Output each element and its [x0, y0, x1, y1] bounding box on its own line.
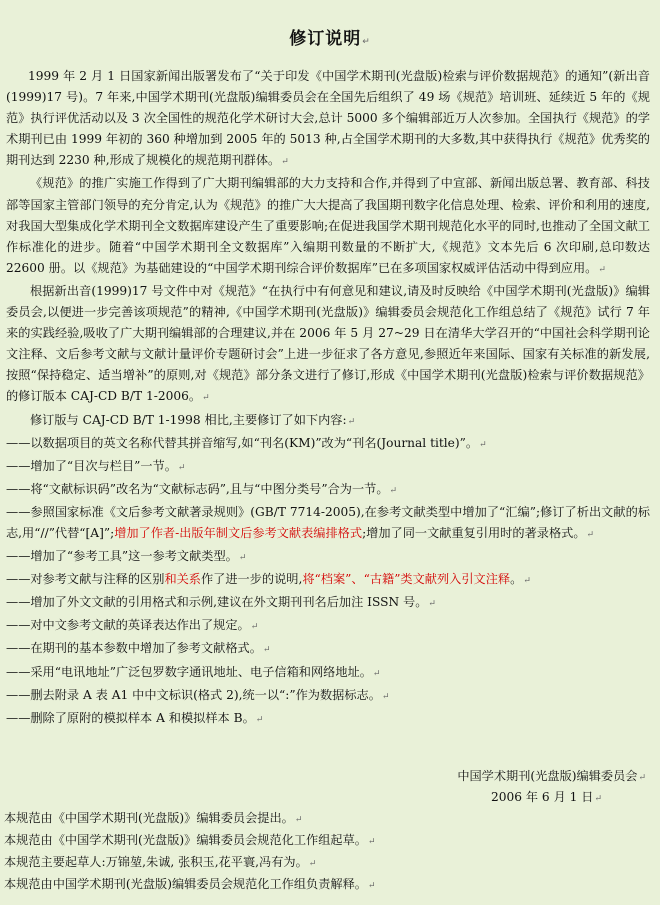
- revision-item: ——增加了“参考工具”这一参考文献类型。↵: [6, 549, 247, 564]
- paragraph-mark-icon: ↵: [594, 794, 602, 804]
- footer-line: 本规范由《中国学术期刊(光盘版)》编辑委员会规范化工作组起草。↵: [4, 833, 376, 847]
- signature-date: 2006 年 6 月 1 日↵: [490, 790, 602, 804]
- paragraph-mark-icon: ↵: [479, 439, 487, 450]
- revision-item: ——将“文献标识码”改名为“文献标志码”,且与“中图分类号”合为一节。↵: [6, 481, 398, 496]
- document-body: [6, 66, 650, 731]
- intro-line: 修订版与 CAJ-CD B/T 1-1998 相比,主要修订了如下内容:↵: [30, 412, 356, 427]
- revision-item: ——删除了原附的模拟样本 A 和模拟样本 B。↵: [6, 710, 264, 725]
- revision-item: ——在期刊的基本参数中增加了参考文献格式。↵: [6, 641, 271, 656]
- revision-item: ——增加了外文文献的引用格式和示例,建议在外文期刊刊名后加注 ISSN 号。↵: [6, 595, 436, 610]
- highlighted-text: 将“档案”、“古籍”类文献列入引文注释: [302, 572, 511, 587]
- paragraph-mark-icon: ↵: [362, 37, 371, 47]
- footer-line: 本规范由《中国学术期刊(光盘版)》编辑委员会提出。↵: [4, 811, 303, 825]
- footer-line: 本规范由中国学术期刊(光盘版)编辑委员会规范化工作组负责解释。↵: [4, 877, 376, 891]
- paragraph-mark-icon: ↵: [202, 393, 210, 404]
- paragraph-3: 根据新出音(1999)17 号文件中对《规范》“在执行中有何意见和建议,请及时反映给《中国学术期刊(光盘版)》编辑委员会,以便进一步完善该项规范”的精神,《中国学术期刊(光盘版)》编辑委员会规范化工作组总结了《规范》试行 7 年来的实践经验,吸收了广大期刊编辑部的合理建议,并在 2006 年 5 月 27~29 日在清华大学召开的“中国社会科学期刊论文注释、文后参考文献与文献计量评价专题研讨会”上进一步征求了各方意见,参照近年来国际、国家有关标准的新发展,按照“保持稳定、适当增补”的原则,对《规范》部分条文进行了修订,形成《中国学术期刊(光盘版)检索与评价数据规范》的修订版本 CAJ-CD B/T 1-2006。↵: [6, 283, 650, 404]
- paragraph-mark-icon: ↵: [250, 622, 259, 633]
- paragraph-mark-icon: ↵: [294, 815, 303, 825]
- revision-item: ——增加了“目次与栏目”一节。↵: [6, 458, 186, 473]
- paragraph-mark-icon: ↵: [598, 264, 606, 275]
- revision-item: ——删去附录 A 表 A1 中中文标识(格式 2),统一以“:”作为数据标志。↵: [6, 687, 390, 702]
- paragraph-mark-icon: ↵: [308, 859, 317, 869]
- revision-item: ——对中文参考文献的英译表达作出了规定。↵: [6, 618, 259, 633]
- paragraph-mark-icon: ↵: [638, 773, 646, 783]
- paragraph-mark-icon: ↵: [586, 529, 595, 540]
- highlighted-text: 增加了作者-出版年制文后参考文献表编排格式: [114, 525, 363, 540]
- revision-item: ——采用“电讯地址”广泛包罗数字通讯地址、电子信箱和网络地址。↵: [6, 664, 381, 679]
- footer-line: 本规范主要起草人:万锦堃,朱诚, 张积玉,花平寰,冯有为。↵: [4, 855, 317, 869]
- paragraph-mark-icon: ↵: [281, 157, 289, 168]
- signature-org: 中国学术期刊(光盘版)编辑委员会↵: [457, 769, 646, 783]
- paragraph-mark-icon: ↵: [367, 837, 376, 847]
- document-title: 修订说明↵: [289, 29, 371, 49]
- paragraph-mark-icon: ↵: [347, 416, 356, 427]
- revision-item: ——以数据项目的英文名称代替其拼音缩写,如“刊名(KM)”改为“刊名(Journal title)”。↵: [6, 435, 487, 450]
- paragraph-mark-icon: ↵: [255, 714, 264, 725]
- paragraph-mark-icon: ↵: [177, 462, 186, 473]
- paragraph-mark-icon: ↵: [428, 599, 436, 610]
- paragraph-mark-icon: ↵: [389, 485, 398, 496]
- highlighted-text: 和关系: [164, 572, 201, 587]
- paragraph-mark-icon: ↵: [372, 668, 381, 679]
- paragraph-1: 1999 年 2 月 1 日国家新闻出版署发布了“关于印发《中国学术期刊(光盘版)检索与评价数据规范》的通知”(新出音(1999)17 号)。7 年来,中国学术期刊(光盘版)编辑委员会在全国先后组织了 49 场《规范》培训班、延续近 5 年的《规范》执行评优活动以及 3 次全国性的规范化学术研讨大会,总计 5000 多个编辑部近万人次参加。全国执行《规范》的学术期刊已由 1999 年初的 360 种增加到 2005 年的 5013 种,占全国学术期刊的大多数,其中获得执行《规范》优秀奖的期刊达到 2230 种,形成了规模化的规范期刊群体。↵: [6, 69, 650, 168]
- paragraph-mark-icon: ↵: [238, 553, 247, 564]
- paragraph-mark-icon: ↵: [367, 881, 376, 891]
- paragraph-mark-icon: ↵: [262, 645, 271, 656]
- revision-item: ——参照国家标准《文后参考文献著录规则》(GB/T 7714-2005),在参考文献类型中增加了“汇编”;修订了析出文献的标志,用“//”代替“[A]”;增加了作者-出版年制文后参考文献表编排格式;增加了同一文献重复引用时的著录格式。↵: [6, 504, 650, 540]
- paragraph-mark-icon: ↵: [381, 691, 390, 702]
- revision-item: ——对参考文献与注释的区别和关系作了进一步的说明,将“档案”、“古籍”类文献列入引文注释。↵: [6, 572, 531, 587]
- paragraph-2: 《规范》的推广实施工作得到了广大期刊编辑部的大力支持和合作,并得到了中宣部、新闻出版总署、教育部、科技部等国家主管部门领导的充分肯定,认为《规范》的推广大大提高了我国期刊数字化信息处理、检索、评价和利用的速度,对我国大型集成化学术期刊全文数据库建设产生了重要影响;在促进我国学术期刊规范化水平的同时,也推动了全国文献工作标准化的进步。随着“中国学术期刊全文数据库”入编期刊数量的不断扩大,《规范》文本先后 6 次印刷,总印数达 22600 册。以《规范》为基础建设的“中国学术期刊综合评价数据库”已在多项国家权威评估活动中得到应用。↵: [6, 176, 650, 275]
- paragraph-mark-icon: ↵: [523, 576, 531, 587]
- footer-notes: [4, 808, 654, 896]
